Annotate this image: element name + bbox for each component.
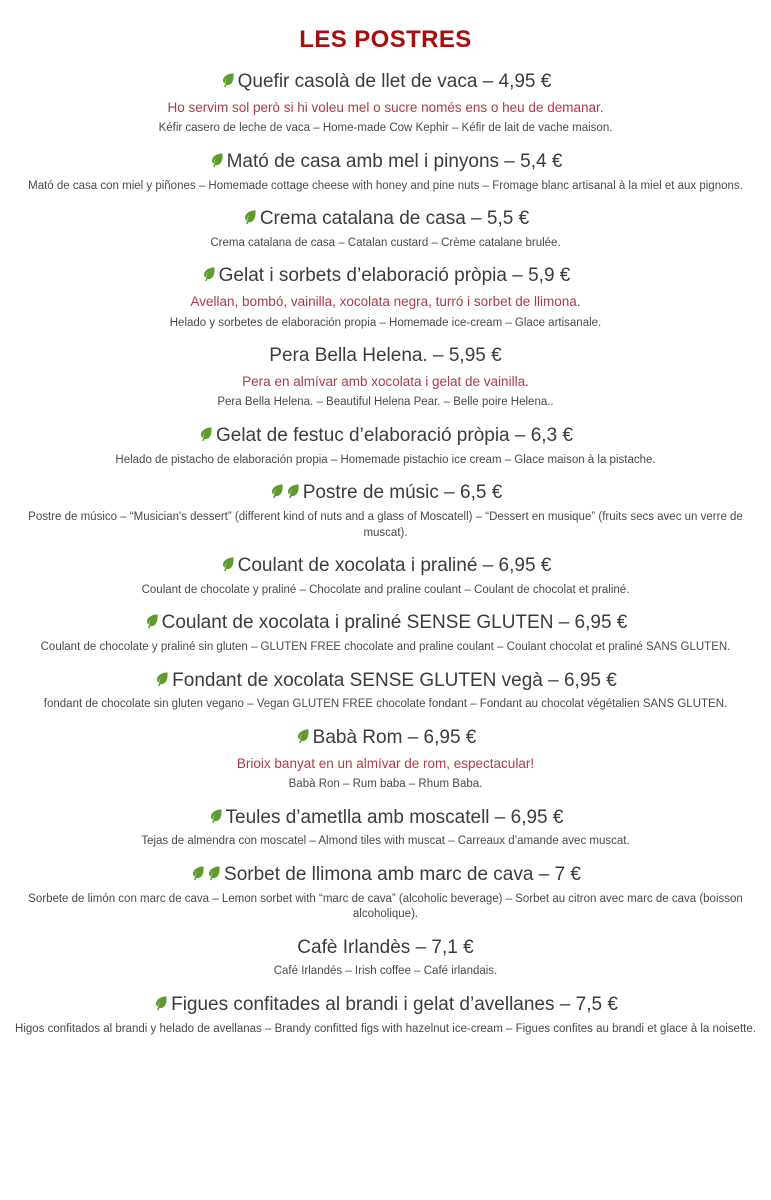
menu-item [12,207,759,251]
menu-item [12,863,759,923]
menu-item-translation: Coulant de chocolate y praliné – Chocolate and praline coulant – Coulant de chocolat et praliné. [141,583,630,596]
menu-item-note: Avellan, bombó, vainilla, xocolata negra, turró i sorbet de llimona. [190,294,581,310]
menu-item-translation: Sorbete de limón con marc de cava – Lemon sorbet with “marc de cava” (alcoholic beverage) – Sorbet au citron avec marc de cava (boisson alcoholique). [28,892,743,921]
leaf-icon-group [198,424,214,448]
leaf-icon [154,671,169,687]
leaf-icon [144,613,159,629]
menu-item [12,70,759,137]
menu-item-translation: Babà Ron – Rum baba – Rhum Baba. [288,778,483,791]
menu-item-name-text: Mató de casa amb mel i pinyons – 5,4 € [226,150,563,172]
leaf-icon-group [153,993,169,1017]
leaf-icon [209,152,224,168]
leaf-icon-group [201,264,217,288]
menu-item-name [12,936,759,960]
leaf-icon [242,209,257,225]
menu-item-name-text: Crema catalana de casa – 5,5 € [259,208,530,230]
leaf-icon-group [269,481,301,505]
leaf-icon [295,728,310,744]
menu-item-note: Brioix banyat en un almívar de rom, espectacular! [236,755,535,771]
menu-item-name [12,554,759,578]
leaf-icon [198,426,213,442]
menu-item-name [12,481,759,505]
menu-item-list [12,70,759,1037]
menu-item [12,993,759,1037]
menu-item [12,481,759,541]
menu-item [12,611,759,655]
menu-item-name [12,863,759,887]
menu-item-name-text: Cafè Irlandès – 7,1 € [297,936,474,958]
menu-item-translation: Pera Bella Helena. – Beautiful Helena Pear. – Belle poire Helena.. [217,396,554,409]
menu-item-name-text: Coulant de xocolata i praliné SENSE GLUTEN – 6,95 € [161,612,628,634]
menu-item-translation: Helado y sorbetes de elaboración propia – Homemade ice-cream – Glace artisanale. [169,316,602,329]
menu-item-translation: Coulant de chocolate y praliné sin gluten – GLUTEN FREE chocolate and praline coulant – Coulant chocolat et praliné SANS GLUTEN. [40,641,731,654]
menu-item-name [12,150,759,174]
menu-item-translation: Postre de músico – “Musician's dessert” (different kind of nuts and a glass of Moscatell) – “Dessert en musique” (fruits secs avec un verre de muscat). [28,510,743,539]
menu-item-name-text: Sorbet de llimona amb marc de cava – 7 € [224,863,581,885]
leaf-icon [269,483,284,499]
menu-item-name [12,806,759,830]
menu-item-name-text: Teules d’ametlla amb moscatell – 6,95 € [225,806,564,828]
menu-item-name-text: Figues confitades al brandi i gelat d’avellanes – 7,5 € [171,993,618,1015]
menu-item-name-text: Postre de músic – 6,5 € [302,482,503,504]
leaf-icon [206,865,221,881]
menu-item [12,669,759,713]
menu-item-translation: Kéfir casero de leche de vaca – Home-made Cow Kephir – Kéfir de lait de vache maison. [158,122,613,135]
menu-item [12,150,759,194]
menu-item [12,726,759,793]
menu-item-name [12,611,759,635]
menu-item-name-text: Gelat i sorbets d’elaboració pròpia – 5,9 € [218,265,571,287]
leaf-icon [220,72,235,88]
menu-item [12,806,759,850]
menu-item-translation: Mató de casa con miel y piñones – Homemade cottage cheese with honey and pine nuts – Fromage blanc artisanal à la miel et aux pignons. [28,179,743,192]
menu-item-name-text: Pera Bella Helena. – 5,95 € [269,345,502,367]
menu-item-name [12,993,759,1017]
menu-item [12,936,759,980]
menu-item [12,554,759,598]
leaf-icon-group [144,611,160,635]
menu-item-name-text: Coulant de xocolata i praliné – 6,95 € [237,555,552,577]
leaf-icon-group [295,726,311,750]
menu-item-name-text: Babà Rom – 6,95 € [312,726,477,748]
menu-item-name [12,344,759,368]
leaf-icon-group [190,863,222,887]
leaf-icon-group [209,150,225,174]
menu-item-translation: Café Irlandés – Irish coffee – Café irlandais. [273,965,498,978]
menu-item-name-text: Fondant de xocolata SENSE GLUTEN vegà – 6,95 € [172,669,617,691]
leaf-icon [220,556,235,572]
leaf-icon-group [208,806,224,830]
page-title: LES POSTRES [299,26,472,53]
leaf-icon [153,995,168,1011]
leaf-icon [285,483,300,499]
leaf-icon-group [242,207,258,231]
menu-item-note: Pera en almívar amb xocolata i gelat de vainilla. [242,373,529,389]
menu-item-translation: Tejas de almendra con moscatel – Almond tiles with muscat – Carreaux d’amande avec muscat. [141,835,630,848]
menu-item-translation: fondant de chocolate sin gluten vegano – Vegan GLUTEN FREE chocolate fondant – Fondant au chocolat végétalien SANS GLUTEN. [43,698,728,711]
menu-item-translation: Crema catalana de casa – Catalan custard – Crème catalane brulée. [210,236,561,249]
menu-item-name [12,264,759,288]
menu-item-translation: Higos confitados al brandi y helado de avellanas – Brandy confitted figs with hazelnut ice-cream – Figues confites au brandi et glace à la noisette. [15,1022,756,1035]
leaf-icon-group [220,554,236,578]
menu-item-note: Ho servim sol però si hi voleu mel o sucre només ens o heu de demanar. [167,99,604,115]
leaf-icon-group [220,70,236,94]
menu-item-name [12,424,759,448]
menu-item-translation: Helado de pistacho de elaboración propia – Homemade pistachio ice cream – Glace maison à la pistache. [115,453,656,466]
leaf-icon-group [154,669,170,693]
leaf-icon [201,266,216,282]
menu-item [12,424,759,468]
menu-item [12,344,759,411]
leaf-icon [190,865,205,881]
menu-item-name-text: Gelat de festuc d’elaboració pròpia – 6,3 € [215,424,573,446]
leaf-icon [208,808,223,824]
menu-item-name [12,207,759,231]
menu-item-name [12,70,759,94]
menu-item-name [12,726,759,750]
menu-item-name [12,669,759,693]
menu-item [12,264,759,331]
menu-item-name-text: Quefir casolà de llet de vaca – 4,95 € [237,71,552,92]
